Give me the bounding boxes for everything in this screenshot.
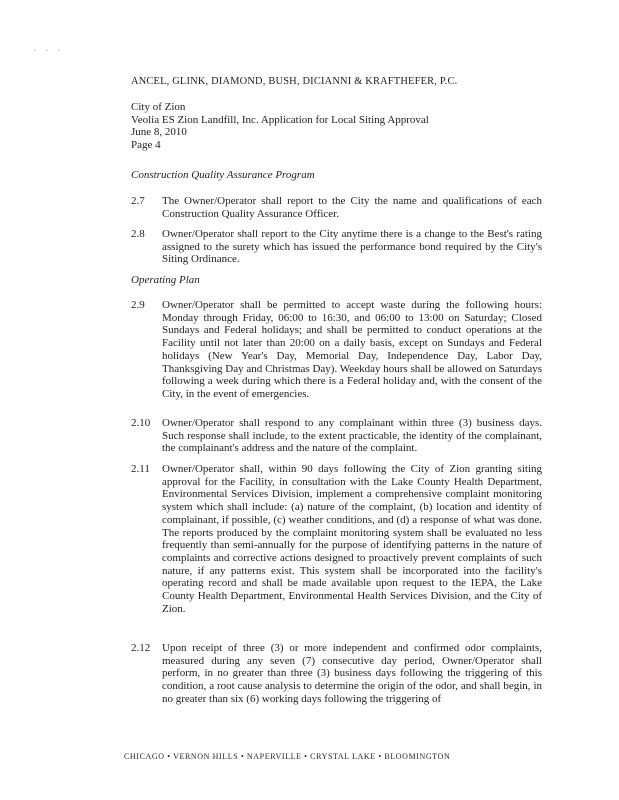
item-text: Owner/Operator shall, within 90 days following the City of Zion granting siting approval for the Facility, in consultation with the Lake County Health Department, Environmental Services Division, implement a comprehensive complaint monitoring system which shall include: (a) nature of the complaint, (b) location and identity of complainant, if possible, (c) weather conditions, and (d) a response of what was done. The reports produced by the complaint monitoring system shall be evaluated no less frequently than semi-annually for the purpose of identifying patterns in the nature of complaints and corrective actions designed to proactively prevent complaints of such nature, if any patterns exist. This system shall be incorporated into the facility's operating record and shall be made available upon request to the IEPA, the Lake County Health Department, Environmental Health Services Division, and the City of Zion. — [162, 463, 542, 615]
page-number: Page 4 — [131, 139, 161, 152]
item-2-12 — [131, 642, 542, 706]
item-number: 2.7 — [131, 195, 145, 207]
item-2-9 — [131, 299, 542, 401]
item-2-8 — [131, 228, 542, 266]
item-number: 2.11 — [131, 463, 150, 475]
section-title-operating-plan: Operating Plan — [131, 274, 200, 286]
item-number: 2.8 — [131, 228, 145, 240]
corner-marks: . . . — [34, 44, 64, 53]
section-title-cqa: Construction Quality Assurance Program — [131, 169, 315, 181]
firm-letterhead: ANCEL, GLINK, DIAMOND, BUSH, DICIANNI & KRAFTHEFER, P.C. — [131, 76, 458, 87]
item-2-10 — [131, 417, 542, 455]
item-2-11 — [131, 463, 542, 615]
item-text: The Owner/Operator shall report to the City the name and qualifications of each Construction Quality Assurance Officer. — [162, 195, 542, 220]
item-number: 2.12 — [131, 642, 151, 654]
office-locations-footer: CHICAGO • VERNON HILLS • NAPERVILLE • CRYSTAL LAKE • BLOOMINGTON — [124, 752, 451, 761]
item-2-7 — [131, 195, 542, 220]
item-number: 2.9 — [131, 299, 145, 311]
item-text: Owner/Operator shall be permitted to accept waste during the following hours: Monday through Friday, 06:00 to 16:30, and 06:00 to 13:00 on Saturday; Closed Sundays and Federal holidays; and shall be permitted to conduct operations at the Facility until not later than 20:00 on a daily basis, except on Sundays and Federal holidays (New Year's Day, Memorial Day, Independence Day, Labor Day, Thanksgiving Day and Christmas Day). Weekday hours shall be allowed on Saturdays following a week during which there is a Federal holiday and, with the consent of the City, in the event of emergencies. — [162, 299, 542, 400]
letter-header — [131, 101, 429, 152]
item-text: Upon receipt of three (3) or more independent and confirmed odor complaints, measured during any seven (7) consecutive day period, Owner/Operator shall perform, in no greater than three (3) business days following the triggering of this condition, a root cause analysis to determine the origin of the odor, and shall begin, in no greater than six (6) working days following the triggering of — [162, 642, 542, 705]
letter-date: June 8, 2010 — [131, 126, 187, 139]
item-text: Owner/Operator shall report to the City anytime there is a change to the Best's rating assigned to the surety which has issued the performance bond required by the City's Siting Ordinance. — [162, 228, 542, 266]
recipient: City of Zion — [131, 101, 186, 113]
item-text: Owner/Operator shall respond to any complainant within three (3) business days. Such response shall include, to the extent practicable, the identity of the complainant, the complainant's address and the nature of the complaint. — [162, 417, 542, 455]
item-number: 2.10 — [131, 417, 151, 429]
subject-line: Veolia ES Zion Landfill, Inc. Application for Local Siting Approval — [131, 113, 429, 126]
